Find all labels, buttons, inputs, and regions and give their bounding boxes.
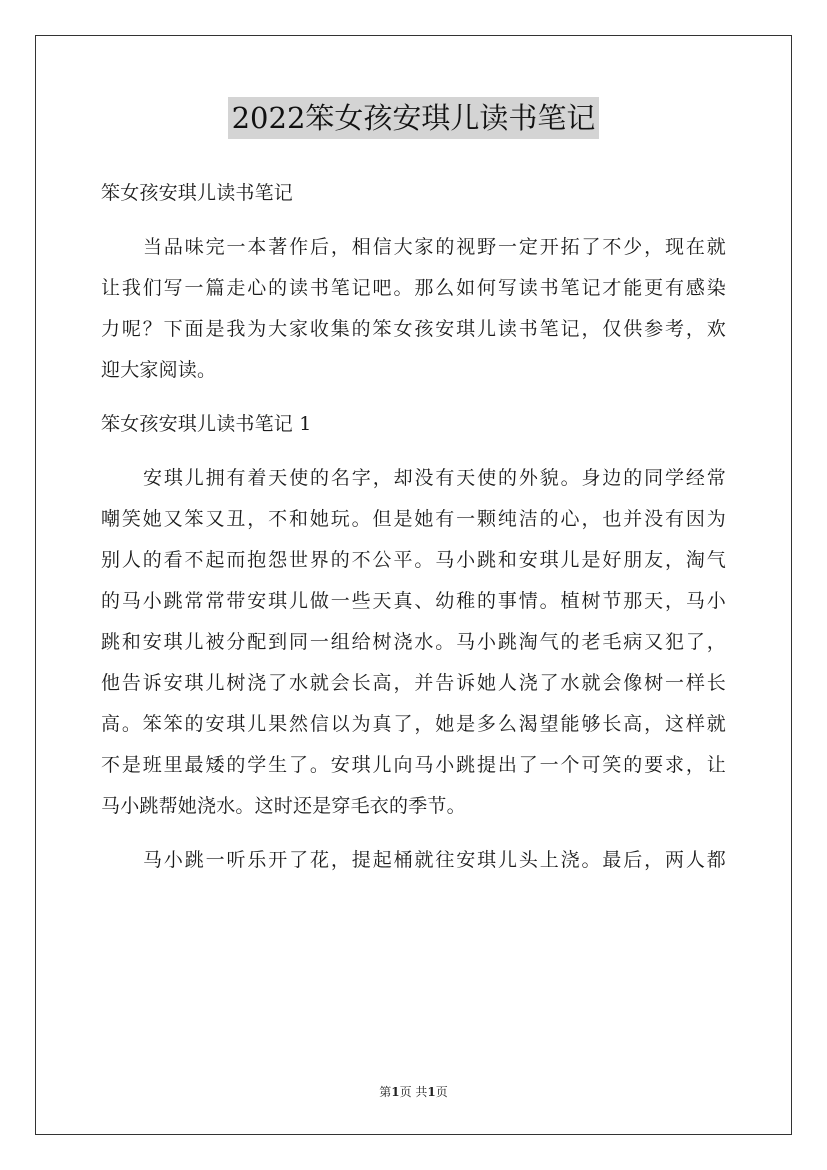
paragraph-line: 让我们写一篇走心的读书笔记吧。那么如何写读书笔记才能更有感染 bbox=[101, 277, 726, 299]
intro-paragraph bbox=[101, 227, 726, 391]
title-container bbox=[0, 97, 827, 139]
paragraph-line: 他告诉安琪儿树浇了水就会长高，并告诉她人浇了水就会像树一样长 bbox=[101, 672, 726, 694]
page-suffix: 页 bbox=[435, 1085, 448, 1099]
paragraph-line: 别人的看不起而抱怨世界的不公平。马小跳和安琪儿是好朋友，淘气 bbox=[101, 549, 726, 571]
paragraph-line: 当品味完一本著作后，相信大家的视野一定开拓了不少，现在就 bbox=[143, 236, 726, 258]
page-footer bbox=[0, 1082, 827, 1102]
page-total: 1 bbox=[427, 1085, 436, 1099]
paragraph-line: 不是班里最矮的学生了。安琪儿向马小跳提出了一个可笑的要求，让 bbox=[101, 754, 726, 776]
body-paragraph bbox=[101, 458, 726, 827]
paragraph-line: 的马小跳常常带安琪儿做一些天真、幼稚的事情。植树节那天，马小 bbox=[101, 590, 726, 612]
page-mid: 页 共 bbox=[399, 1085, 428, 1099]
section-heading: 笨女孩安琪儿读书笔记 1 bbox=[101, 413, 312, 435]
paragraph-line: 迎大家阅读。 bbox=[101, 359, 217, 381]
document-body bbox=[101, 173, 726, 881]
section-heading: 笨女孩安琪儿读书笔记 bbox=[101, 182, 294, 204]
paragraph-line: 力呢？下面是我为大家收集的笨女孩安琪儿读书笔记，仅供参考，欢 bbox=[101, 318, 726, 340]
page-current: 1 bbox=[391, 1085, 400, 1099]
paragraph-line: 嘲笑她又笨又丑，不和她玩。但是她有一颗纯洁的心，也并没有因为 bbox=[101, 508, 726, 530]
paragraph-line: 马小跳一听乐开了花，提起桶就往安琪儿头上浇。最后，两人都 bbox=[143, 849, 726, 871]
page-prefix: 第 bbox=[379, 1085, 392, 1099]
paragraph-line: 安琪儿拥有着天使的名字，却没有天使的外貌。身边的同学经常 bbox=[143, 467, 726, 489]
document-title: 2022笨女孩安琪儿读书笔记 bbox=[228, 97, 600, 139]
paragraph-line: 跳和安琪儿被分配到同一组给树浇水。马小跳淘气的老毛病又犯了， bbox=[101, 631, 726, 653]
paragraph-line: 高。笨笨的安琪儿果然信以为真了，她是多么渴望能够长高，这样就 bbox=[101, 713, 726, 735]
paragraph-line: 马小跳帮她浇水。这时还是穿毛衣的季节。 bbox=[101, 795, 466, 817]
